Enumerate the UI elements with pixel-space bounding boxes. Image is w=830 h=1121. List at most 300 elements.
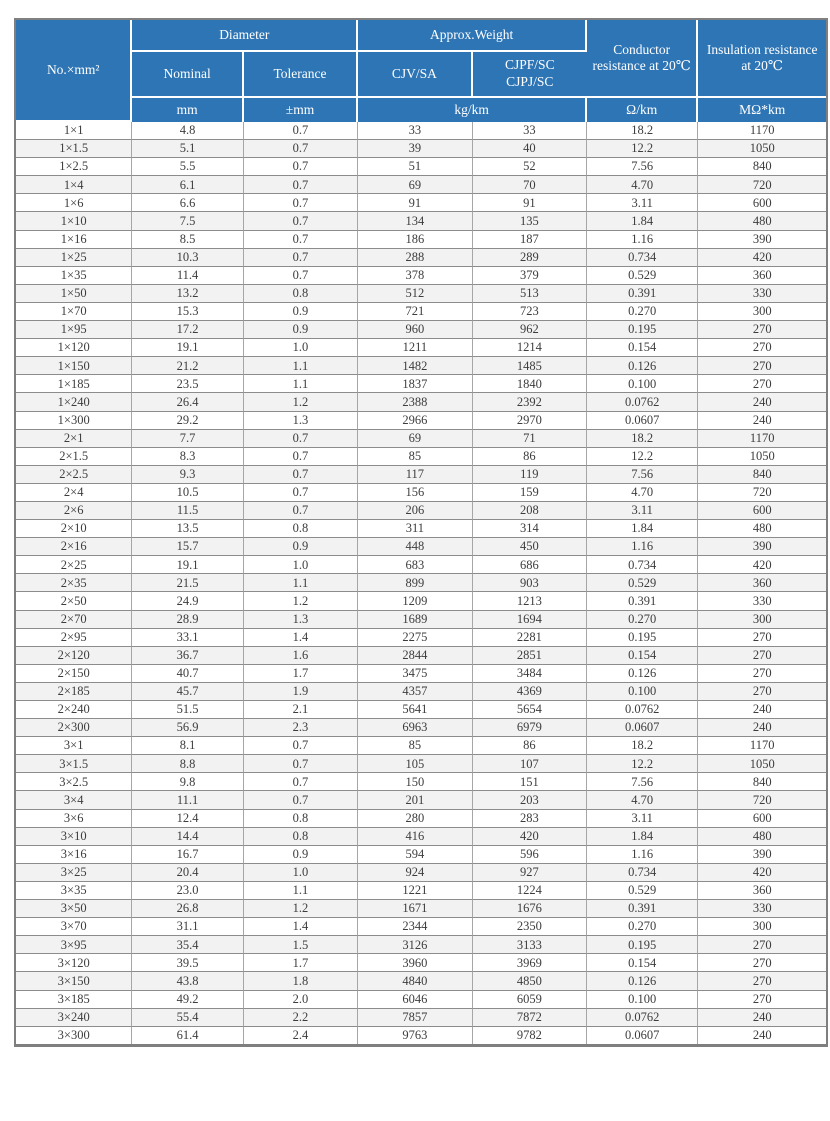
cell-size: 2×50: [16, 592, 132, 610]
cell-size: 3×120: [16, 954, 132, 972]
cell-diameter-tolerance: 0.7: [244, 448, 358, 466]
cell-insulation-resistance: 600: [698, 502, 826, 520]
cell-diameter-tolerance: 0.7: [244, 212, 358, 230]
cell-weight-cjv-sa: 4357: [358, 683, 472, 701]
cell-insulation-resistance: 480: [698, 520, 826, 538]
table-row: [16, 737, 826, 755]
cell-weight-cjpf-cjpj: 314: [473, 520, 587, 538]
cell-weight-cjv-sa: 5641: [358, 701, 472, 719]
table-row: [16, 719, 826, 737]
cell-insulation-resistance: 1170: [698, 430, 826, 448]
cell-diameter-tolerance: 0.9: [244, 321, 358, 339]
cell-diameter-nominal: 10.3: [132, 249, 243, 267]
cell-conductor-resistance: 0.154: [587, 954, 698, 972]
table-row: [16, 231, 826, 249]
cell-weight-cjpf-cjpj: 283: [473, 810, 587, 828]
cell-insulation-resistance: 240: [698, 719, 826, 737]
cell-weight-cjpf-cjpj: 2851: [473, 647, 587, 665]
cell-weight-cjpf-cjpj: 6979: [473, 719, 587, 737]
header-tolerance: Tolerance: [244, 52, 358, 98]
cell-insulation-resistance: 270: [698, 991, 826, 1009]
table-row: [16, 954, 826, 972]
cell-size: 1×185: [16, 375, 132, 393]
cell-diameter-nominal: 6.1: [132, 176, 243, 194]
table-row: [16, 375, 826, 393]
cell-insulation-resistance: 600: [698, 810, 826, 828]
cell-size: 2×25: [16, 556, 132, 574]
cell-conductor-resistance: 0.391: [587, 285, 698, 303]
cell-weight-cjpf-cjpj: 723: [473, 303, 587, 321]
cell-weight-cjv-sa: 6963: [358, 719, 472, 737]
cell-weight-cjv-sa: 1482: [358, 357, 472, 375]
cell-diameter-nominal: 49.2: [132, 991, 243, 1009]
table-row: [16, 194, 826, 212]
cell-weight-cjv-sa: 280: [358, 810, 472, 828]
table-row: [16, 303, 826, 321]
cell-conductor-resistance: 0.270: [587, 611, 698, 629]
cell-diameter-nominal: 8.8: [132, 755, 243, 773]
cell-insulation-resistance: 420: [698, 249, 826, 267]
unit-pm-mm: ±mm: [244, 98, 358, 122]
cell-conductor-resistance: 0.0607: [587, 412, 698, 430]
table-row: [16, 1009, 826, 1027]
cell-weight-cjpf-cjpj: 187: [473, 231, 587, 249]
cell-weight-cjpf-cjpj: 596: [473, 846, 587, 864]
cell-conductor-resistance: 0.126: [587, 665, 698, 683]
cell-weight-cjv-sa: 186: [358, 231, 472, 249]
cell-insulation-resistance: 270: [698, 665, 826, 683]
cell-conductor-resistance: 3.11: [587, 502, 698, 520]
cell-diameter-tolerance: 0.7: [244, 267, 358, 285]
cell-diameter-nominal: 14.4: [132, 828, 243, 846]
header-cjpf-sc: CJPF/SC: [505, 57, 555, 73]
cell-diameter-tolerance: 2.1: [244, 701, 358, 719]
cell-diameter-tolerance: 2.4: [244, 1027, 358, 1044]
table-row: [16, 810, 826, 828]
cell-diameter-nominal: 51.5: [132, 701, 243, 719]
cell-size: 1×25: [16, 249, 132, 267]
cell-diameter-nominal: 45.7: [132, 683, 243, 701]
cell-diameter-nominal: 20.4: [132, 864, 243, 882]
cell-weight-cjpf-cjpj: 962: [473, 321, 587, 339]
cell-weight-cjv-sa: 85: [358, 737, 472, 755]
cell-conductor-resistance: 1.84: [587, 828, 698, 846]
cell-weight-cjv-sa: 6046: [358, 991, 472, 1009]
cell-insulation-resistance: 720: [698, 791, 826, 809]
cell-insulation-resistance: 240: [698, 1009, 826, 1027]
cell-diameter-nominal: 11.1: [132, 791, 243, 809]
cell-diameter-nominal: 9.3: [132, 466, 243, 484]
cell-size: 2×150: [16, 665, 132, 683]
cell-size: 1×300: [16, 412, 132, 430]
table-row: [16, 864, 826, 882]
table-row: [16, 176, 826, 194]
cell-weight-cjpf-cjpj: 7872: [473, 1009, 587, 1027]
cell-conductor-resistance: 7.56: [587, 466, 698, 484]
cell-size: 1×50: [16, 285, 132, 303]
cell-diameter-nominal: 5.1: [132, 140, 243, 158]
cell-diameter-tolerance: 1.0: [244, 339, 358, 357]
cell-conductor-resistance: 0.391: [587, 900, 698, 918]
cell-weight-cjpf-cjpj: 927: [473, 864, 587, 882]
unit-mohm-km: MΩ*km: [698, 98, 826, 122]
cell-size: 3×300: [16, 1027, 132, 1044]
cell-weight-cjpf-cjpj: 3484: [473, 665, 587, 683]
cell-weight-cjv-sa: 2844: [358, 647, 472, 665]
header-cjv-sa: CJV/SA: [358, 52, 472, 98]
table-row: [16, 502, 826, 520]
cell-size: 2×185: [16, 683, 132, 701]
cell-weight-cjpf-cjpj: 107: [473, 755, 587, 773]
cell-weight-cjv-sa: 69: [358, 430, 472, 448]
cell-size: 2×4: [16, 484, 132, 502]
cell-weight-cjv-sa: 721: [358, 303, 472, 321]
cell-diameter-nominal: 26.8: [132, 900, 243, 918]
cell-size: 3×25: [16, 864, 132, 882]
cell-diameter-nominal: 10.5: [132, 484, 243, 502]
cell-size: 2×1.5: [16, 448, 132, 466]
cell-weight-cjv-sa: 311: [358, 520, 472, 538]
cell-size: 3×1: [16, 737, 132, 755]
cell-size: 1×70: [16, 303, 132, 321]
cell-size: 1×95: [16, 321, 132, 339]
cell-diameter-tolerance: 0.7: [244, 430, 358, 448]
cell-size: 2×35: [16, 574, 132, 592]
cell-weight-cjv-sa: 105: [358, 755, 472, 773]
cell-insulation-resistance: 720: [698, 484, 826, 502]
table-row: [16, 122, 826, 140]
cell-weight-cjpf-cjpj: 52: [473, 158, 587, 176]
cell-diameter-tolerance: 0.7: [244, 158, 358, 176]
cell-insulation-resistance: 240: [698, 412, 826, 430]
cell-conductor-resistance: 0.0762: [587, 393, 698, 411]
cell-conductor-resistance: 0.734: [587, 556, 698, 574]
cell-weight-cjpf-cjpj: 71: [473, 430, 587, 448]
cell-conductor-resistance: 0.195: [587, 629, 698, 647]
cell-diameter-tolerance: 1.7: [244, 665, 358, 683]
cell-size: 1×1.5: [16, 140, 132, 158]
cell-weight-cjpf-cjpj: 119: [473, 466, 587, 484]
unit-ohm-km: Ω/km: [587, 98, 698, 122]
cell-weight-cjpf-cjpj: 2392: [473, 393, 587, 411]
cell-conductor-resistance: 18.2: [587, 737, 698, 755]
table-row: [16, 665, 826, 683]
cell-weight-cjv-sa: 69: [358, 176, 472, 194]
cell-weight-cjpf-cjpj: 1213: [473, 592, 587, 610]
cell-diameter-nominal: 26.4: [132, 393, 243, 411]
cell-diameter-tolerance: 0.9: [244, 538, 358, 556]
table-row: [16, 321, 826, 339]
cell-insulation-resistance: 240: [698, 1027, 826, 1044]
cell-weight-cjpf-cjpj: 91: [473, 194, 587, 212]
cell-conductor-resistance: 0.195: [587, 936, 698, 954]
cell-size: 1×10: [16, 212, 132, 230]
cell-diameter-nominal: 15.3: [132, 303, 243, 321]
cell-diameter-tolerance: 1.0: [244, 864, 358, 882]
cell-diameter-tolerance: 1.8: [244, 972, 358, 990]
cell-diameter-tolerance: 0.7: [244, 737, 358, 755]
cell-diameter-tolerance: 2.0: [244, 991, 358, 1009]
cell-weight-cjpf-cjpj: 1676: [473, 900, 587, 918]
cell-diameter-nominal: 13.5: [132, 520, 243, 538]
cell-diameter-tolerance: 0.7: [244, 122, 358, 140]
cell-diameter-nominal: 29.2: [132, 412, 243, 430]
cell-diameter-nominal: 9.8: [132, 773, 243, 791]
cell-conductor-resistance: 4.70: [587, 176, 698, 194]
table-row: [16, 574, 826, 592]
cell-insulation-resistance: 1170: [698, 737, 826, 755]
table-row: [16, 828, 826, 846]
cell-conductor-resistance: 1.84: [587, 212, 698, 230]
table-row: [16, 755, 826, 773]
cell-diameter-nominal: 5.5: [132, 158, 243, 176]
cell-diameter-nominal: 35.4: [132, 936, 243, 954]
table-row: [16, 212, 826, 230]
cell-weight-cjpf-cjpj: 513: [473, 285, 587, 303]
cell-insulation-resistance: 360: [698, 574, 826, 592]
table-row: [16, 357, 826, 375]
header-diameter: Diameter: [132, 20, 358, 52]
cell-diameter-nominal: 21.5: [132, 574, 243, 592]
cell-conductor-resistance: 7.56: [587, 773, 698, 791]
cell-weight-cjv-sa: 3126: [358, 936, 472, 954]
table-row: [16, 430, 826, 448]
cell-weight-cjv-sa: 156: [358, 484, 472, 502]
cell-size: 1×1: [16, 122, 132, 140]
cell-weight-cjpf-cjpj: 40: [473, 140, 587, 158]
cell-diameter-nominal: 19.1: [132, 339, 243, 357]
cell-insulation-resistance: 480: [698, 828, 826, 846]
cell-insulation-resistance: 270: [698, 972, 826, 990]
cell-weight-cjpf-cjpj: 135: [473, 212, 587, 230]
cell-diameter-tolerance: 0.8: [244, 810, 358, 828]
cell-insulation-resistance: 300: [698, 918, 826, 936]
cell-size: 3×10: [16, 828, 132, 846]
cell-weight-cjv-sa: 416: [358, 828, 472, 846]
cell-weight-cjv-sa: 2344: [358, 918, 472, 936]
cell-diameter-nominal: 28.9: [132, 611, 243, 629]
cell-weight-cjv-sa: 9763: [358, 1027, 472, 1044]
cell-diameter-tolerance: 0.7: [244, 791, 358, 809]
header-cjpj-sc: CJPJ/SC: [506, 74, 554, 89]
cell-size: 3×150: [16, 972, 132, 990]
cell-conductor-resistance: 1.16: [587, 538, 698, 556]
cell-diameter-nominal: 11.4: [132, 267, 243, 285]
table-row: [16, 701, 826, 719]
cell-weight-cjv-sa: 39: [358, 140, 472, 158]
cell-conductor-resistance: 1.16: [587, 846, 698, 864]
cell-size: 2×16: [16, 538, 132, 556]
table-row: [16, 520, 826, 538]
cell-diameter-tolerance: 0.7: [244, 140, 358, 158]
table-row: [16, 611, 826, 629]
table-body: [16, 122, 826, 1044]
cell-diameter-nominal: 39.5: [132, 954, 243, 972]
cell-diameter-nominal: 31.1: [132, 918, 243, 936]
cell-insulation-resistance: 330: [698, 592, 826, 610]
cell-conductor-resistance: 4.70: [587, 484, 698, 502]
cell-diameter-tolerance: 1.7: [244, 954, 358, 972]
cell-weight-cjpf-cjpj: 5654: [473, 701, 587, 719]
cell-diameter-nominal: 8.5: [132, 231, 243, 249]
cell-diameter-tolerance: 0.7: [244, 484, 358, 502]
cell-diameter-tolerance: 0.7: [244, 231, 358, 249]
table-row: [16, 972, 826, 990]
cell-diameter-nominal: 15.7: [132, 538, 243, 556]
cell-diameter-tolerance: 1.1: [244, 357, 358, 375]
cell-conductor-resistance: 0.529: [587, 882, 698, 900]
cell-conductor-resistance: 0.529: [587, 574, 698, 592]
cell-conductor-resistance: 0.0762: [587, 701, 698, 719]
cell-diameter-tolerance: 1.0: [244, 556, 358, 574]
cell-weight-cjv-sa: 91: [358, 194, 472, 212]
cell-conductor-resistance: 3.11: [587, 194, 698, 212]
cell-weight-cjpf-cjpj: 420: [473, 828, 587, 846]
cell-weight-cjpf-cjpj: 686: [473, 556, 587, 574]
cell-conductor-resistance: 4.70: [587, 791, 698, 809]
cell-insulation-resistance: 300: [698, 303, 826, 321]
cell-diameter-tolerance: 1.1: [244, 882, 358, 900]
table-row: [16, 484, 826, 502]
cell-conductor-resistance: 0.154: [587, 647, 698, 665]
cell-conductor-resistance: 0.529: [587, 267, 698, 285]
cell-insulation-resistance: 390: [698, 538, 826, 556]
header-approx-weight: Approx.Weight: [358, 20, 587, 52]
cell-diameter-tolerance: 1.3: [244, 412, 358, 430]
cell-size: 2×70: [16, 611, 132, 629]
cell-diameter-nominal: 23.0: [132, 882, 243, 900]
cell-weight-cjv-sa: 288: [358, 249, 472, 267]
cell-insulation-resistance: 270: [698, 629, 826, 647]
cell-conductor-resistance: 0.734: [587, 249, 698, 267]
cell-weight-cjv-sa: 1689: [358, 611, 472, 629]
cell-conductor-resistance: 0.270: [587, 303, 698, 321]
cell-weight-cjpf-cjpj: 3969: [473, 954, 587, 972]
cell-size: 1×120: [16, 339, 132, 357]
cell-weight-cjv-sa: 924: [358, 864, 472, 882]
cell-diameter-tolerance: 0.9: [244, 303, 358, 321]
table-row: [16, 1027, 826, 1044]
cell-diameter-tolerance: 1.2: [244, 900, 358, 918]
cell-weight-cjv-sa: 201: [358, 791, 472, 809]
cell-size: 3×50: [16, 900, 132, 918]
cell-conductor-resistance: 18.2: [587, 430, 698, 448]
cell-conductor-resistance: 0.100: [587, 683, 698, 701]
cell-conductor-resistance: 0.391: [587, 592, 698, 610]
cell-insulation-resistance: 360: [698, 882, 826, 900]
cell-weight-cjpf-cjpj: 379: [473, 267, 587, 285]
cell-diameter-tolerance: 0.7: [244, 194, 358, 212]
cell-insulation-resistance: 330: [698, 900, 826, 918]
cell-insulation-resistance: 390: [698, 231, 826, 249]
cell-weight-cjpf-cjpj: 2281: [473, 629, 587, 647]
cell-weight-cjv-sa: 378: [358, 267, 472, 285]
header-unit-row: [16, 98, 826, 122]
cell-insulation-resistance: 240: [698, 701, 826, 719]
cell-size: 3×70: [16, 918, 132, 936]
cell-size: 2×120: [16, 647, 132, 665]
cell-diameter-nominal: 8.3: [132, 448, 243, 466]
table-row: [16, 466, 826, 484]
cell-weight-cjpf-cjpj: 86: [473, 737, 587, 755]
table-row: [16, 629, 826, 647]
cell-diameter-nominal: 17.2: [132, 321, 243, 339]
cell-weight-cjv-sa: 899: [358, 574, 472, 592]
cell-diameter-nominal: 33.1: [132, 629, 243, 647]
cell-weight-cjv-sa: 134: [358, 212, 472, 230]
header-no-mm2: No.×mm²: [16, 20, 132, 122]
cell-insulation-resistance: 480: [698, 212, 826, 230]
cell-size: 1×6: [16, 194, 132, 212]
table-row: [16, 538, 826, 556]
cell-conductor-resistance: 7.56: [587, 158, 698, 176]
cell-conductor-resistance: 0.100: [587, 375, 698, 393]
table-row: [16, 791, 826, 809]
cell-diameter-nominal: 21.2: [132, 357, 243, 375]
cell-diameter-nominal: 40.7: [132, 665, 243, 683]
cell-conductor-resistance: 1.84: [587, 520, 698, 538]
cell-insulation-resistance: 270: [698, 357, 826, 375]
table-row: [16, 918, 826, 936]
cell-conductor-resistance: 0.0607: [587, 719, 698, 737]
cell-insulation-resistance: 270: [698, 683, 826, 701]
table-row: [16, 412, 826, 430]
cell-diameter-tolerance: 1.4: [244, 918, 358, 936]
cell-weight-cjv-sa: 1671: [358, 900, 472, 918]
cell-weight-cjv-sa: 7857: [358, 1009, 472, 1027]
cell-insulation-resistance: 1050: [698, 448, 826, 466]
table-row: [16, 556, 826, 574]
cell-weight-cjv-sa: 1209: [358, 592, 472, 610]
cell-diameter-nominal: 19.1: [132, 556, 243, 574]
table-row: [16, 846, 826, 864]
header-cjpf-cjpj: [473, 52, 587, 98]
table-row: [16, 882, 826, 900]
cell-weight-cjv-sa: 1211: [358, 339, 472, 357]
cell-insulation-resistance: 1050: [698, 140, 826, 158]
cell-size: 3×2.5: [16, 773, 132, 791]
cell-diameter-tolerance: 1.9: [244, 683, 358, 701]
cell-conductor-resistance: 0.0607: [587, 1027, 698, 1044]
cell-weight-cjpf-cjpj: 1224: [473, 882, 587, 900]
table-row: [16, 647, 826, 665]
cell-conductor-resistance: 12.2: [587, 755, 698, 773]
cell-insulation-resistance: 240: [698, 393, 826, 411]
cell-weight-cjv-sa: 4840: [358, 972, 472, 990]
cell-diameter-tolerance: 0.9: [244, 846, 358, 864]
cell-diameter-tolerance: 0.7: [244, 773, 358, 791]
cell-weight-cjv-sa: 206: [358, 502, 472, 520]
cell-diameter-nominal: 8.1: [132, 737, 243, 755]
cell-weight-cjpf-cjpj: 159: [473, 484, 587, 502]
cell-weight-cjv-sa: 2275: [358, 629, 472, 647]
cell-weight-cjv-sa: 3475: [358, 665, 472, 683]
cell-insulation-resistance: 1170: [698, 122, 826, 140]
table-row: [16, 683, 826, 701]
cell-weight-cjv-sa: 960: [358, 321, 472, 339]
cell-weight-cjpf-cjpj: 70: [473, 176, 587, 194]
cell-insulation-resistance: 360: [698, 267, 826, 285]
cell-size: 3×1.5: [16, 755, 132, 773]
cell-size: 3×16: [16, 846, 132, 864]
cell-insulation-resistance: 270: [698, 936, 826, 954]
cell-diameter-nominal: 13.2: [132, 285, 243, 303]
cell-insulation-resistance: 270: [698, 954, 826, 972]
cell-weight-cjv-sa: 3960: [358, 954, 472, 972]
cell-conductor-resistance: 0.126: [587, 357, 698, 375]
cell-insulation-resistance: 270: [698, 321, 826, 339]
cable-spec-table: [14, 18, 828, 1047]
